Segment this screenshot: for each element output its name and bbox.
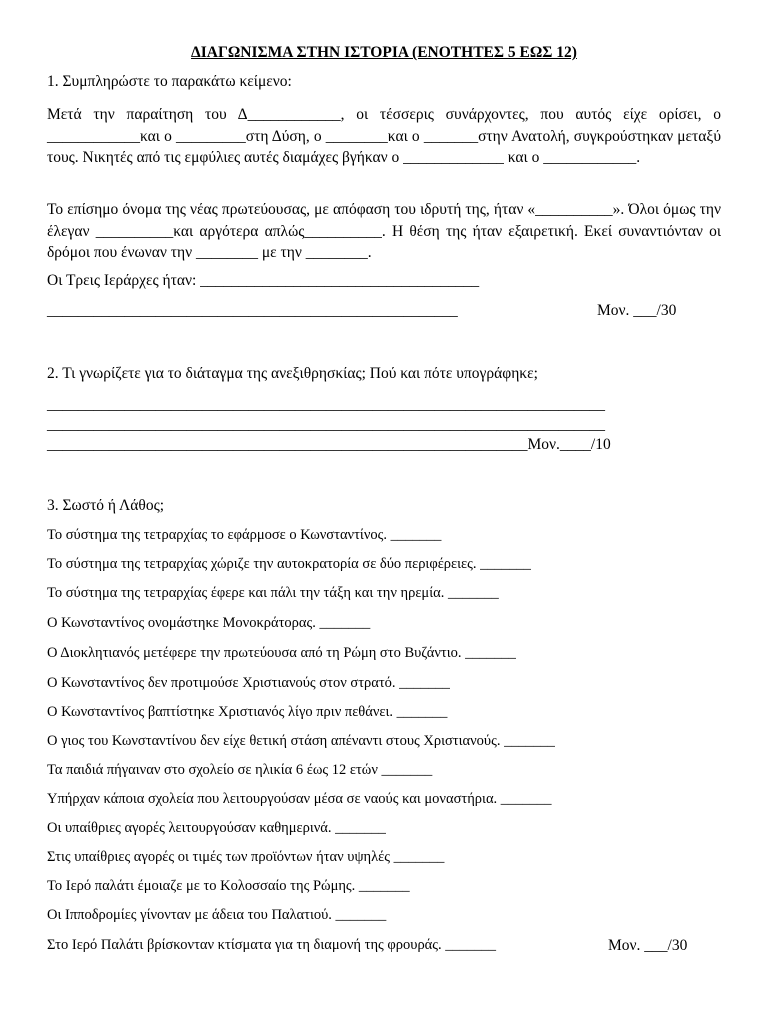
q2-answer-line-2: ________________________________________________________________________ (47, 416, 605, 433)
worksheet-title: ΔΙΑΓΩΝΙΣΜΑ ΣΤΗΝ ΙΣΤΟΡΙΑ (ΕΝΟΤΗΤΕΣ 5 ΕΩΣ 12) (191, 44, 577, 61)
tf-item-12: Στις υπαίθριες αγορές οι τιμές των προϊόντων ήταν υψηλές _______ (47, 849, 445, 865)
tf-item-6: Ο Κωνσταντίνος δεν προτιμούσε Χριστιανούς στον στρατό. _______ (47, 675, 450, 691)
q1-paragraph-tetrarchy: Μετά την παραίτηση του Δ____________, οι τέσσερις συνάρχοντες, που αυτός είχε ορίσει, ο ____________και ο _________στη Δύση, ο ________και ο _______στην Ανατολή, συγκρούστηκαν μεταξύ τους. Νικητές από τις εμφύλιες αυτές διαμάχες βγήκαν ο _____________ και ο ____________. (47, 106, 721, 166)
tf-item-9: Τα παιδιά πήγαιναν στο σχολείο σε ηλικία 6 έως 12 ετών _______ (47, 762, 433, 778)
tf-item-10: Υπήρχαν κάποια σχολεία που λειτουργούσαν μέσα σε ναούς και μοναστήρια. _______ (47, 791, 552, 807)
tf-item-4: Ο Κωνσταντίνος ονομάστηκε Μονοκράτορας. _______ (47, 615, 371, 631)
q1-heading: 1. Συμπληρώστε το παρακάτω κείμενο: (47, 73, 292, 90)
q2-heading: 2. Τι γνωρίζετε για το διάταγμα της ανεξιθρησκίας; Πού και πότε υπογράφηκε; (47, 365, 538, 382)
tf-item-15: Στο Ιερό Παλάτι βρίσκονταν κτίσματα για τη διαμονή της φρουράς. _______ (47, 937, 497, 953)
q1-paragraph-capital: Το επίσημο όνομα της νέας πρωτεύουσας, με απόφαση του ιδρυτή της, ήταν «__________». Όλοι όμως την έλεγαν __________και αργότερα απλώς__________. Η θέση της ήταν εξαιρετική. Εκεί συναντιόνταν οι δρόμοι που ένωναν την ________ με την ________. (47, 201, 721, 261)
q3-heading: 3. Σωστό ή Λάθος; (47, 497, 165, 514)
tf-item-1: Το σύστημα της τετραρχίας το εφάρμοσε ο Κωνσταντίνος. _______ (47, 527, 442, 543)
tf-item-14: Οι Ιπποδρομίες γίνονταν με άδεια του Παλατιού. _______ (47, 907, 387, 923)
tf-item-7: Ο Κωνσταντίνος βαπτίστηκε Χριστιανός λίγο πριν πεθάνει. _______ (47, 704, 448, 720)
q3-score: Μον. ___/30 (608, 937, 688, 954)
q2-answer-line-3-with-score: ______________________________________________________________Μον.____/10 (47, 436, 611, 453)
tf-item-2: Το σύστημα της τετραρχίας χώριζε την αυτοκρατορία σε δύο περιφέρειες. _______ (47, 556, 531, 572)
q1-answer-line: _____________________________________________________ (47, 302, 458, 319)
q1-hierarchs-line: Οι Τρεις Ιεράρχες ήταν: ____________________________________ (47, 272, 480, 289)
tf-item-11: Οι υπαίθριες αγορές λειτουργούσαν καθημερινά. _______ (47, 820, 386, 836)
tf-item-8: Ο γιος του Κωνσταντίνου δεν είχε θετική στάση απέναντι στους Χριστιανούς. _______ (47, 733, 555, 749)
tf-item-3: Το σύστημα της τετραρχίας έφερε και πάλι την τάξη και την ηρεμία. _______ (47, 585, 499, 601)
tf-item-13: Το Ιερό παλάτι έμοιαζε με το Κολοσσαίο της Ρώμης. _______ (47, 878, 410, 894)
q2-answer-line-1: ________________________________________________________________________ (47, 396, 605, 413)
q1-score: Μον. ___/30 (597, 302, 677, 319)
tf-item-5: Ο Διοκλητιανός μετέφερε την πρωτεύουσα από τη Ρώμη στο Βυζάντιο. _______ (47, 645, 516, 661)
